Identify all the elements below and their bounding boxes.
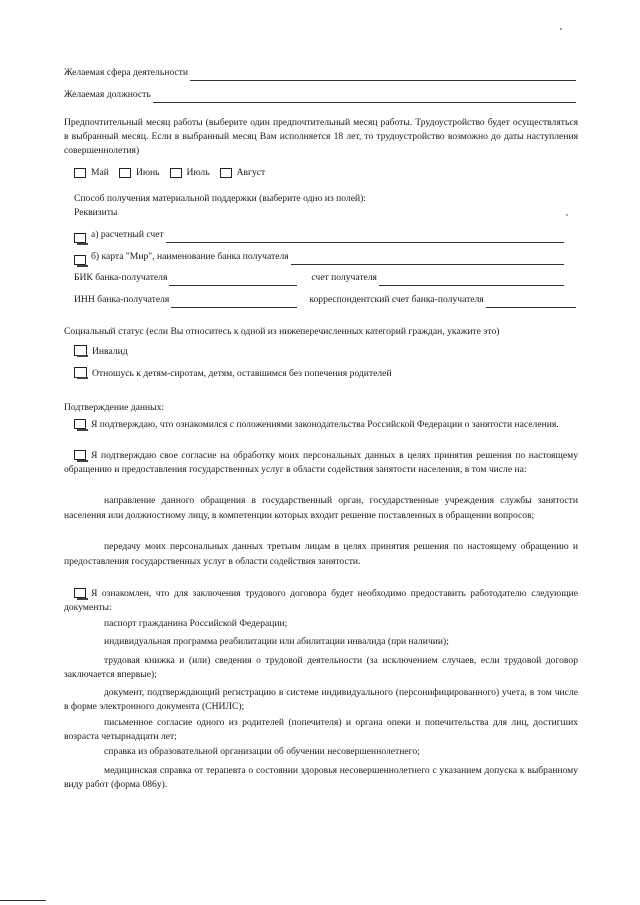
position-label: Желаемая должность [64, 89, 151, 100]
month-instructions: Предпочтительный месяц работы (выберите один предпочтительный месяц работы. Трудоустройство будет осуществляться в выбранный месяц. Если в выбранный месяц Вам исполняется 18 лет, то трудоустройство возможно до даты наступления совершеннолетия) [64, 117, 578, 156]
checkbox-icon[interactable] [74, 450, 86, 460]
card-label: б) карта "Мир", наименование банка получателя [91, 251, 289, 262]
month-option[interactable]: Май [74, 166, 109, 181]
account-field[interactable] [74, 228, 564, 243]
document-item: справка из образовательной организации об обучении несовершеннолетнего; [104, 746, 420, 757]
account-label: а) расчетный счет [91, 229, 164, 240]
bik-row [74, 271, 564, 286]
checkbox-icon[interactable] [74, 588, 86, 598]
recipient-account-label: счет получателя [311, 272, 377, 283]
position-input-line[interactable] [153, 93, 576, 103]
bik-label: БИК банка-получателя [74, 272, 168, 283]
corr-account-input-line[interactable] [486, 298, 576, 308]
consent-item-1: направление данного обращения в государственный орган, государственные учреждения службы занятости населения или должностному лицу, в компетенции которых входит решение поставленных в обращении вопросов; [64, 495, 578, 521]
consent-item-2: передачу моих персональных данных третьим лицам в целях принятия решения по настоящему обращению и предоставления государственных услуг в области содействия занятости. [64, 541, 578, 567]
checkbox-icon[interactable] [170, 168, 182, 178]
sphere-field[interactable] [64, 66, 576, 81]
inn-row [74, 293, 576, 308]
bank-name-input-line[interactable] [291, 255, 564, 265]
payment-title: Способ получения материальной поддержки (выберите одно из полей): [74, 193, 366, 204]
document-item: медицинская справка от терапевта о состоянии здоровья несовершеннолетнего с указанием допуска к выбранному виду работ (форма 086у). [64, 765, 578, 791]
document-item: индивидуальная программа реабилитации или абилитации инвалида (при наличии); [104, 636, 449, 647]
law-ack[interactable]: Я подтверждаю, что ознакомился с положениями законодательства Российской Федерации о занятости населения. [64, 418, 578, 432]
social-option-orphan[interactable]: Отношусь к детям-сиротам, детям, оставшимся без попечения родителей [74, 367, 588, 382]
document-item: письменное согласие одного из родителей (попечителя) и органа опеки и попечительства для лиц, достигших возраста четырнадцати лет; [64, 717, 578, 743]
month-option[interactable]: Август [220, 166, 266, 181]
social-option-disabled[interactable]: Инвалид [74, 345, 588, 360]
account-input-line[interactable] [166, 233, 564, 243]
month-options [74, 166, 265, 181]
position-field[interactable] [64, 88, 576, 103]
bik-input-line[interactable] [169, 276, 297, 286]
document-item: документ, подтверждающий регистрацию в системе индивидуального (персонифицированного) учета, в том числе в форме электронного документа (СНИЛС); [64, 687, 578, 713]
checkbox-icon[interactable] [220, 168, 232, 178]
personal-data-consent[interactable]: Я подтверждаю свое согласие на обработку моих персональных данных в целях принятия решения по настоящему обращению и предоставления государственных услуг в области содействия занятости населения, в том числе на: [64, 450, 578, 476]
checkbox-icon[interactable] [74, 233, 86, 243]
requisites-label: Реквизиты [74, 207, 118, 218]
scan-speck [560, 28, 562, 30]
month-option[interactable]: Июнь [119, 166, 160, 181]
sphere-label: Желаемая сфера деятельности [64, 67, 188, 78]
inn-input-line[interactable] [171, 298, 297, 308]
scan-edge-mark [0, 900, 46, 901]
sphere-input-line[interactable] [190, 71, 576, 81]
month-option[interactable]: Июль [170, 166, 210, 181]
document-item: трудовая книжка и (или) сведения о трудовой деятельности (за исключением случаев, если трудовой договор заключается впервые); [64, 655, 578, 681]
social-status-title: Социальный статус (если Вы относитесь к одной из нижеперечисленных категорий граждан, укажите это) [64, 326, 500, 337]
checkbox-icon[interactable] [74, 255, 86, 265]
documents-ack[interactable]: Я ознакомлен, что для заключения трудового договора будет необходимо предоставить работодателю следующие документы: [64, 588, 578, 614]
confirmation-title: Подтверждение данных: [64, 402, 165, 413]
checkbox-icon[interactable] [119, 168, 131, 178]
checkbox-icon[interactable] [74, 168, 86, 178]
recipient-account-input-line[interactable] [379, 276, 564, 286]
checkbox-icon[interactable] [74, 367, 87, 378]
checkbox-icon[interactable] [74, 419, 86, 429]
corr-account-label: корреспондентский счет банка-получателя [309, 294, 484, 305]
document-item: паспорт гражданина Российской Федерации; [104, 618, 288, 629]
inn-label: ИНН банка-получателя [74, 294, 170, 305]
checkbox-icon[interactable] [74, 345, 87, 356]
card-field[interactable] [74, 250, 564, 265]
